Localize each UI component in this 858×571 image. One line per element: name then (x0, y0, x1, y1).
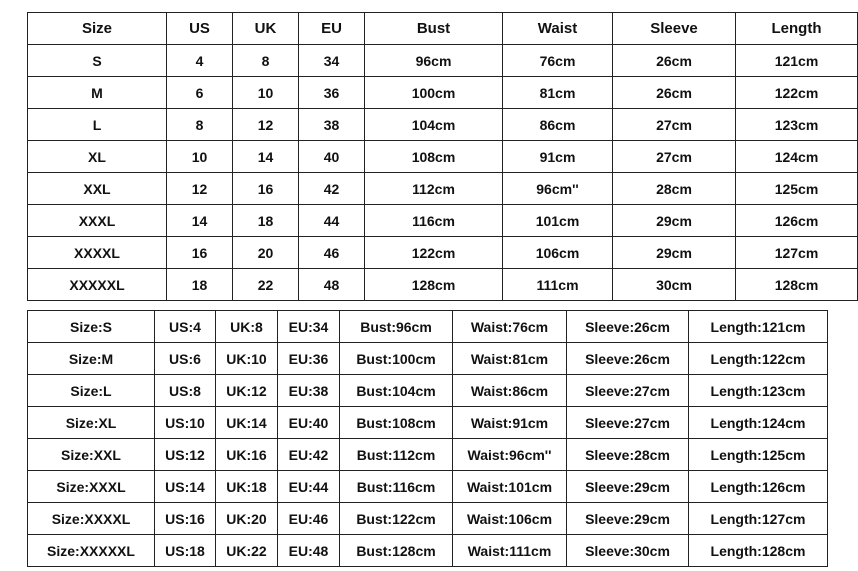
table-cell: 26cm (613, 77, 736, 109)
table-cell: 126cm (736, 205, 858, 237)
column-header: Waist (503, 13, 613, 45)
table-cell: 30cm (613, 269, 736, 301)
table-cell: Waist:81cm (453, 343, 567, 375)
table-row (28, 77, 858, 109)
table-cell: Size:M (28, 343, 155, 375)
table-cell: 48 (299, 269, 365, 301)
table-cell: 46 (299, 237, 365, 269)
table-cell: EU:46 (278, 503, 340, 535)
table-cell: 127cm (736, 237, 858, 269)
table-cell: 121cm (736, 45, 858, 77)
table-cell: 106cm (503, 237, 613, 269)
table-cell: Size:S (28, 311, 155, 343)
table-cell: Size:XXXXL (28, 503, 155, 535)
table-cell: XL (28, 141, 167, 173)
table-row (28, 311, 828, 343)
table-cell: 91cm (503, 141, 613, 173)
table-cell: 12 (233, 109, 299, 141)
table-row (28, 343, 828, 375)
table-cell: Size:L (28, 375, 155, 407)
table-cell: Sleeve:28cm (567, 439, 689, 471)
table-cell: 28cm (613, 173, 736, 205)
table-cell: Size:XXL (28, 439, 155, 471)
table-row (28, 471, 828, 503)
table-cell: Sleeve:26cm (567, 343, 689, 375)
size-chart-table (27, 12, 858, 301)
table-cell: 100cm (365, 77, 503, 109)
table-row (28, 439, 828, 471)
table-cell: UK:20 (216, 503, 278, 535)
table-row (28, 205, 858, 237)
table-cell: Bust:96cm (340, 311, 453, 343)
table-cell: Sleeve:26cm (567, 311, 689, 343)
table-cell: Sleeve:29cm (567, 471, 689, 503)
table-cell: 96cm'' (503, 173, 613, 205)
table-cell: EU:36 (278, 343, 340, 375)
table-cell: 40 (299, 141, 365, 173)
table-cell: UK:18 (216, 471, 278, 503)
table-cell: L (28, 109, 167, 141)
table-cell: Bust:116cm (340, 471, 453, 503)
table-cell: 128cm (736, 269, 858, 301)
table-row (28, 535, 828, 567)
table-cell: EU:44 (278, 471, 340, 503)
table-cell: XXL (28, 173, 167, 205)
table-cell: Waist:96cm'' (453, 439, 567, 471)
table-cell: 122cm (736, 77, 858, 109)
table-cell: Length:127cm (689, 503, 828, 535)
table-cell: UK:14 (216, 407, 278, 439)
table-cell: Waist:76cm (453, 311, 567, 343)
table-cell: US:6 (155, 343, 216, 375)
table-cell: Bust:112cm (340, 439, 453, 471)
table-cell: EU:42 (278, 439, 340, 471)
table-cell: 14 (233, 141, 299, 173)
table-header-row (28, 13, 858, 45)
table-cell: 27cm (613, 109, 736, 141)
table-cell: Size:XXXL (28, 471, 155, 503)
table-cell: Bust:108cm (340, 407, 453, 439)
table-cell: Sleeve:30cm (567, 535, 689, 567)
table-cell: 6 (167, 77, 233, 109)
table-cell: XXXL (28, 205, 167, 237)
table-cell: US:14 (155, 471, 216, 503)
table-cell: Length:124cm (689, 407, 828, 439)
table-cell: 4 (167, 45, 233, 77)
table-cell: 34 (299, 45, 365, 77)
table-cell: Bust:122cm (340, 503, 453, 535)
table-cell: 108cm (365, 141, 503, 173)
column-header: UK (233, 13, 299, 45)
table-cell: Size:XL (28, 407, 155, 439)
column-header: Bust (365, 13, 503, 45)
table-cell: Length:128cm (689, 535, 828, 567)
table-cell: 122cm (365, 237, 503, 269)
table-cell: US:8 (155, 375, 216, 407)
table-cell: 104cm (365, 109, 503, 141)
table-cell: 125cm (736, 173, 858, 205)
table-cell: Waist:101cm (453, 471, 567, 503)
table-cell: UK:22 (216, 535, 278, 567)
table-cell: Bust:104cm (340, 375, 453, 407)
table-cell: XXXXXL (28, 269, 167, 301)
table-cell: UK:12 (216, 375, 278, 407)
table-cell: 124cm (736, 141, 858, 173)
table-cell: 123cm (736, 109, 858, 141)
table-cell: 10 (233, 77, 299, 109)
column-header: Sleeve (613, 13, 736, 45)
table-row (28, 45, 858, 77)
table-cell: Length:126cm (689, 471, 828, 503)
table-cell: 12 (167, 173, 233, 205)
table-cell: 101cm (503, 205, 613, 237)
table-row (28, 237, 858, 269)
table-cell: EU:38 (278, 375, 340, 407)
table-cell: US:18 (155, 535, 216, 567)
table-cell: 22 (233, 269, 299, 301)
table-cell: UK:16 (216, 439, 278, 471)
table-cell: S (28, 45, 167, 77)
table-cell: EU:40 (278, 407, 340, 439)
table-cell: 8 (167, 109, 233, 141)
table-cell: 116cm (365, 205, 503, 237)
table-cell: Bust:100cm (340, 343, 453, 375)
table-cell: Waist:86cm (453, 375, 567, 407)
table-cell: Size:XXXXXL (28, 535, 155, 567)
table-cell: 111cm (503, 269, 613, 301)
table-cell: 8 (233, 45, 299, 77)
table-cell: Sleeve:27cm (567, 407, 689, 439)
table-cell: 27cm (613, 141, 736, 173)
table-cell: Bust:128cm (340, 535, 453, 567)
column-header: EU (299, 13, 365, 45)
table-cell: EU:48 (278, 535, 340, 567)
table-cell: 26cm (613, 45, 736, 77)
table-cell: Sleeve:27cm (567, 375, 689, 407)
table-cell: 112cm (365, 173, 503, 205)
table-cell: 81cm (503, 77, 613, 109)
table-cell: 18 (167, 269, 233, 301)
table-row (28, 375, 828, 407)
table-row (28, 173, 858, 205)
table-cell: Waist:106cm (453, 503, 567, 535)
table-cell: Length:121cm (689, 311, 828, 343)
table-cell: UK:10 (216, 343, 278, 375)
table-cell: 76cm (503, 45, 613, 77)
table-cell: 42 (299, 173, 365, 205)
column-header: Size (28, 13, 167, 45)
table-cell: Length:125cm (689, 439, 828, 471)
labeled-size-chart-table (27, 310, 828, 567)
table-cell: 36 (299, 77, 365, 109)
table-cell: 16 (233, 173, 299, 205)
table-cell: US:10 (155, 407, 216, 439)
table-cell: 96cm (365, 45, 503, 77)
table-row (28, 141, 858, 173)
table-cell: Waist:91cm (453, 407, 567, 439)
table-cell: UK:8 (216, 311, 278, 343)
table-cell: 16 (167, 237, 233, 269)
column-header: Length (736, 13, 858, 45)
table-cell: Sleeve:29cm (567, 503, 689, 535)
table-cell: US:4 (155, 311, 216, 343)
table-row (28, 109, 858, 141)
table-cell: 29cm (613, 205, 736, 237)
table-cell: 38 (299, 109, 365, 141)
table-cell: Length:122cm (689, 343, 828, 375)
table-cell: XXXXL (28, 237, 167, 269)
table-cell: EU:34 (278, 311, 340, 343)
table-cell: 10 (167, 141, 233, 173)
table-cell: M (28, 77, 167, 109)
table-cell: Length:123cm (689, 375, 828, 407)
table-cell: 29cm (613, 237, 736, 269)
table-cell: US:16 (155, 503, 216, 535)
table-cell: 20 (233, 237, 299, 269)
table-cell: 128cm (365, 269, 503, 301)
table-cell: 86cm (503, 109, 613, 141)
table-cell: Waist:111cm (453, 535, 567, 567)
table-row (28, 503, 828, 535)
table-cell: 14 (167, 205, 233, 237)
table-row (28, 407, 828, 439)
table-cell: US:12 (155, 439, 216, 471)
table-cell: 18 (233, 205, 299, 237)
table-cell: 44 (299, 205, 365, 237)
table-row (28, 269, 858, 301)
column-header: US (167, 13, 233, 45)
